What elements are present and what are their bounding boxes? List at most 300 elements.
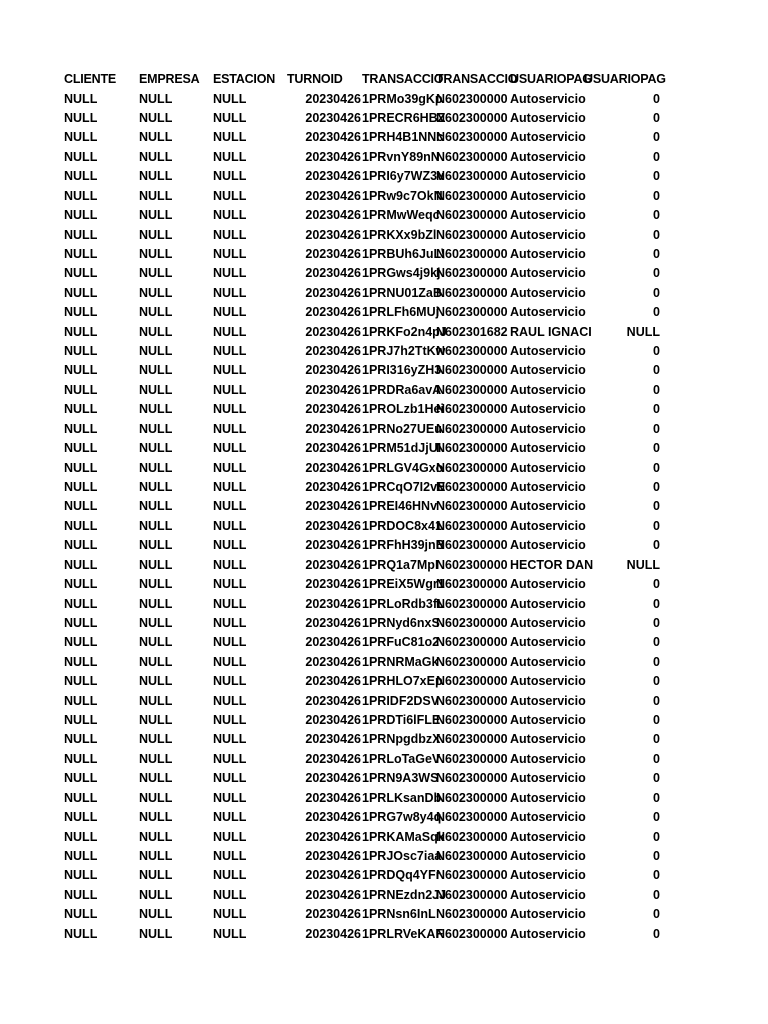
cell-usuariopago-1[interactable]: Autoservicio [510, 208, 586, 223]
cell-turnoid[interactable]: 20230426 [305, 246, 361, 261]
cell-transaccion-2[interactable]: N602300000 [436, 538, 508, 553]
cell-usuariopago-2[interactable]: 0 [653, 596, 660, 611]
cell-empresa[interactable]: NULL [139, 829, 173, 844]
cell-cliente[interactable]: NULL [64, 790, 98, 805]
cell-turnoid[interactable]: 20230426 [305, 480, 361, 494]
cell-turnoid[interactable]: 20230426 [305, 615, 361, 630]
cell-empresa[interactable]: NULL [139, 635, 173, 650]
cell-transaccion-2[interactable]: N602300000 [436, 615, 508, 630]
cell-estacion[interactable]: NULL [213, 111, 247, 126]
cell-usuariopago-2[interactable]: 0 [653, 577, 660, 592]
cell-usuariopago-1[interactable]: Autoservicio [510, 111, 586, 126]
cell-empresa[interactable]: NULL [139, 848, 173, 863]
cell-usuariopago-1[interactable]: Autoservicio [510, 693, 586, 708]
cell-estacion[interactable]: NULL [213, 771, 247, 786]
cell-cliente[interactable]: NULL [64, 926, 98, 941]
cell-cliente[interactable]: NULL [64, 402, 98, 417]
cell-estacion[interactable]: NULL [213, 305, 247, 320]
cell-estacion[interactable]: NULL [213, 266, 247, 281]
cell-usuariopago-1[interactable]: Autoservicio [510, 363, 586, 378]
cell-transaccion-1[interactable]: 1PRLFh6MUj [362, 305, 440, 320]
cell-empresa[interactable]: NULL [139, 480, 173, 494]
cell-usuariopago-1[interactable]: Autoservicio [510, 460, 586, 475]
cell-cliente[interactable]: NULL [64, 635, 98, 650]
cell-transaccion-2[interactable]: N602300000 [436, 344, 508, 359]
cell-transaccion-1[interactable]: 1PRNU01ZaB [362, 285, 442, 300]
cell-turnoid[interactable]: 20230426 [305, 363, 361, 378]
cell-estacion[interactable]: NULL [213, 887, 247, 902]
cell-transaccion-1[interactable]: 1PRG7w8y4q [362, 810, 442, 825]
cell-transaccion-1[interactable]: 1PROLzb1Hei [362, 402, 444, 417]
cell-usuariopago-2[interactable]: 0 [653, 402, 660, 417]
cell-empresa[interactable]: NULL [139, 674, 173, 689]
cell-cliente[interactable]: NULL [64, 732, 98, 747]
cell-turnoid[interactable]: 20230426 [305, 149, 361, 164]
cell-usuariopago-1[interactable]: Autoservicio [510, 538, 586, 553]
cell-usuariopago-2[interactable]: 0 [653, 713, 660, 728]
cell-usuariopago-2[interactable]: 0 [653, 305, 660, 320]
cell-transaccion-1[interactable]: 1PRGws4j9kj [362, 266, 441, 281]
cell-turnoid[interactable]: 20230426 [305, 344, 361, 359]
cell-empresa[interactable]: NULL [139, 926, 173, 941]
cell-usuariopago-2[interactable]: 0 [653, 518, 660, 533]
cell-usuariopago-2[interactable]: 0 [653, 149, 660, 164]
cell-transaccion-1[interactable]: 1PRJOsc7iaa [362, 848, 442, 863]
cell-usuariopago-1[interactable]: Autoservicio [510, 732, 586, 747]
cell-empresa[interactable]: NULL [139, 208, 173, 223]
cell-turnoid[interactable]: 20230426 [305, 751, 361, 766]
cell-usuariopago-2[interactable]: 0 [653, 130, 660, 145]
cell-usuariopago-2[interactable]: 0 [653, 169, 660, 184]
cell-usuariopago-2[interactable]: 0 [653, 382, 660, 397]
cell-estacion[interactable]: NULL [213, 790, 247, 805]
cell-estacion[interactable]: NULL [213, 693, 247, 708]
cell-transaccion-1[interactable]: 1PRCqO7I2vE [362, 480, 446, 494]
cell-transaccion-1[interactable]: 1PRNpgdbzX [362, 732, 441, 747]
cell-transaccion-1[interactable]: 1PRLoTaGeV [362, 751, 441, 766]
cell-estacion[interactable]: NULL [213, 829, 247, 844]
cell-turnoid[interactable]: 20230426 [305, 829, 361, 844]
cell-turnoid[interactable]: 20230426 [305, 188, 361, 203]
cell-transaccion-2[interactable]: N602300000 [436, 130, 508, 145]
cell-cliente[interactable]: NULL [64, 421, 98, 436]
cell-empresa[interactable]: NULL [139, 441, 173, 456]
cell-usuariopago-1[interactable]: Autoservicio [510, 829, 586, 844]
cell-usuariopago-1[interactable]: Autoservicio [510, 926, 586, 941]
cell-transaccion-2[interactable]: N602300000 [436, 441, 508, 456]
cell-estacion[interactable]: NULL [213, 674, 247, 689]
cell-transaccion-2[interactable]: N602300000 [436, 169, 508, 184]
cell-turnoid[interactable]: 20230426 [305, 868, 361, 883]
cell-transaccion-1[interactable]: 1PREiX5Wgr1 [362, 577, 445, 592]
cell-cliente[interactable]: NULL [64, 868, 98, 883]
cell-empresa[interactable]: NULL [139, 285, 173, 300]
cell-usuariopago-1[interactable]: Autoservicio [510, 344, 586, 359]
cell-transaccion-1[interactable]: 1PRFhH39jnB [362, 538, 445, 553]
cell-cliente[interactable]: NULL [64, 266, 98, 281]
cell-usuariopago-2[interactable]: 0 [653, 635, 660, 650]
cell-usuariopago-2[interactable]: 0 [653, 246, 660, 261]
cell-transaccion-2[interactable]: N602300000 [436, 208, 508, 223]
cell-transaccion-1[interactable]: 1PRLRVeKAF [362, 926, 444, 941]
cell-estacion[interactable]: NULL [213, 208, 247, 223]
cell-transaccion-1[interactable]: 1PRKAMaSqk [362, 829, 445, 844]
cell-turnoid[interactable]: 20230426 [305, 810, 361, 825]
cell-transaccion-1[interactable]: 1PRFuC81o2 [362, 635, 440, 650]
cell-empresa[interactable]: NULL [139, 169, 173, 184]
cell-usuariopago-2[interactable]: 0 [653, 674, 660, 689]
cell-usuariopago-2[interactable]: 0 [653, 91, 660, 106]
cell-usuariopago-1[interactable]: HECTOR DAN [510, 557, 594, 572]
cell-estacion[interactable]: NULL [213, 751, 247, 766]
cell-transaccion-2[interactable]: N602300000 [436, 266, 508, 281]
cell-estacion[interactable]: NULL [213, 615, 247, 630]
cell-transaccion-2[interactable]: N602300000 [436, 887, 508, 902]
cell-empresa[interactable]: NULL [139, 130, 173, 145]
cell-usuariopago-1[interactable]: Autoservicio [510, 266, 586, 281]
cell-estacion[interactable]: NULL [213, 344, 247, 359]
cell-usuariopago-1[interactable]: Autoservicio [510, 596, 586, 611]
cell-empresa[interactable]: NULL [139, 810, 173, 825]
cell-transaccion-2[interactable]: N602300000 [436, 518, 508, 533]
cell-turnoid[interactable]: 20230426 [305, 402, 361, 417]
cell-transaccion-2[interactable]: N602300000 [436, 91, 508, 106]
cell-cliente[interactable]: NULL [64, 829, 98, 844]
cell-cliente[interactable]: NULL [64, 246, 98, 261]
cell-turnoid[interactable]: 20230426 [305, 596, 361, 611]
cell-transaccion-1[interactable]: 1PRH4B1NNc [362, 130, 444, 145]
cell-estacion[interactable]: NULL [213, 227, 247, 242]
cell-estacion[interactable]: NULL [213, 130, 247, 145]
cell-usuariopago-1[interactable]: Autoservicio [510, 518, 586, 533]
cell-transaccion-1[interactable]: 1PRMo39gKp [362, 91, 443, 106]
cell-turnoid[interactable]: 20230426 [305, 732, 361, 747]
cell-usuariopago-2[interactable]: 0 [653, 480, 660, 494]
cell-transaccion-2[interactable]: N602300000 [436, 285, 508, 300]
cell-transaccion-2[interactable]: N602300000 [436, 402, 508, 417]
header-cliente[interactable]: CLIENTE [64, 72, 117, 86]
header-turnoid[interactable]: TURNOID [287, 72, 343, 86]
cell-usuariopago-1[interactable]: Autoservicio [510, 674, 586, 689]
cell-cliente[interactable]: NULL [64, 111, 98, 126]
cell-transaccion-2[interactable]: N602300000 [436, 732, 508, 747]
cell-turnoid[interactable]: 20230426 [305, 421, 361, 436]
cell-usuariopago-1[interactable]: Autoservicio [510, 499, 586, 514]
cell-estacion[interactable]: NULL [213, 421, 247, 436]
cell-usuariopago-1[interactable]: Autoservicio [510, 907, 586, 922]
cell-usuariopago-2[interactable]: 0 [653, 732, 660, 747]
cell-estacion[interactable]: NULL [213, 460, 247, 475]
cell-transaccion-1[interactable]: 1PRECR6HBZ [362, 111, 446, 126]
cell-usuariopago-2[interactable]: 0 [653, 499, 660, 514]
cell-usuariopago-1[interactable]: Autoservicio [510, 771, 586, 786]
cell-cliente[interactable]: NULL [64, 596, 98, 611]
cell-cliente[interactable]: NULL [64, 130, 98, 145]
cell-cliente[interactable]: NULL [64, 227, 98, 242]
cell-usuariopago-2[interactable]: 0 [653, 441, 660, 456]
header-estacion[interactable]: ESTACION [213, 72, 276, 86]
cell-usuariopago-2[interactable]: 0 [653, 460, 660, 475]
cell-empresa[interactable]: NULL [139, 499, 173, 514]
cell-transaccion-1[interactable]: 1PRQ1a7MpI [362, 557, 439, 572]
cell-empresa[interactable]: NULL [139, 557, 173, 572]
cell-cliente[interactable]: NULL [64, 208, 98, 223]
cell-empresa[interactable]: NULL [139, 91, 173, 106]
cell-transaccion-2[interactable]: N602301682 [436, 324, 508, 339]
cell-transaccion-1[interactable]: 1PRDRa6avA [362, 382, 442, 397]
cell-estacion[interactable]: NULL [213, 907, 247, 922]
cell-usuariopago-2[interactable]: NULL [626, 557, 660, 572]
cell-transaccion-2[interactable]: N602300000 [436, 596, 508, 611]
cell-usuariopago-1[interactable]: Autoservicio [510, 421, 586, 436]
cell-estacion[interactable]: NULL [213, 169, 247, 184]
cell-usuariopago-2[interactable]: 0 [653, 188, 660, 203]
cell-turnoid[interactable]: 20230426 [305, 285, 361, 300]
cell-transaccion-2[interactable]: N602300000 [436, 149, 508, 164]
cell-cliente[interactable]: NULL [64, 615, 98, 630]
cell-empresa[interactable]: NULL [139, 771, 173, 786]
cell-empresa[interactable]: NULL [139, 402, 173, 417]
cell-transaccion-1[interactable]: 1PRw9c7OkN [362, 188, 443, 203]
cell-usuariopago-2[interactable]: 0 [653, 868, 660, 883]
cell-turnoid[interactable]: 20230426 [305, 499, 361, 514]
cell-transaccion-2[interactable]: N602300000 [436, 810, 508, 825]
cell-usuariopago-2[interactable]: 0 [653, 693, 660, 708]
header-usuariopago-2[interactable]: USUARIOPAG [584, 72, 666, 86]
cell-estacion[interactable]: NULL [213, 557, 247, 572]
cell-usuariopago-2[interactable]: 0 [653, 751, 660, 766]
cell-estacion[interactable]: NULL [213, 538, 247, 553]
cell-empresa[interactable]: NULL [139, 188, 173, 203]
cell-cliente[interactable]: NULL [64, 460, 98, 475]
cell-cliente[interactable]: NULL [64, 751, 98, 766]
cell-turnoid[interactable]: 20230426 [305, 848, 361, 863]
cell-cliente[interactable]: NULL [64, 382, 98, 397]
cell-usuariopago-2[interactable]: 0 [653, 421, 660, 436]
cell-estacion[interactable]: NULL [213, 577, 247, 592]
cell-empresa[interactable]: NULL [139, 421, 173, 436]
cell-empresa[interactable]: NULL [139, 460, 173, 475]
cell-transaccion-1[interactable]: 1PRNo27UEu [362, 421, 442, 436]
cell-empresa[interactable]: NULL [139, 596, 173, 611]
cell-cliente[interactable]: NULL [64, 674, 98, 689]
cell-transaccion-2[interactable]: N602300000 [436, 188, 508, 203]
cell-empresa[interactable]: NULL [139, 732, 173, 747]
cell-transaccion-1[interactable]: 1PRDOC8x41 [362, 518, 442, 533]
cell-transaccion-1[interactable]: 1PRI6y7WZ3v [362, 169, 444, 184]
cell-usuariopago-1[interactable]: Autoservicio [510, 810, 586, 825]
cell-transaccion-2[interactable]: N602300000 [436, 907, 508, 922]
cell-usuariopago-1[interactable]: Autoservicio [510, 887, 586, 902]
cell-usuariopago-2[interactable]: 0 [653, 790, 660, 805]
cell-transaccion-1[interactable]: 1PRDQq4YFr [362, 868, 441, 883]
cell-estacion[interactable]: NULL [213, 363, 247, 378]
cell-usuariopago-2[interactable]: 0 [653, 344, 660, 359]
cell-transaccion-2[interactable]: N602300000 [436, 246, 508, 261]
cell-estacion[interactable]: NULL [213, 926, 247, 941]
cell-transaccion-2[interactable]: N602300000 [436, 713, 508, 728]
cell-cliente[interactable]: NULL [64, 91, 98, 106]
cell-estacion[interactable]: NULL [213, 324, 247, 339]
cell-transaccion-1[interactable]: 1PRLKsanDb [362, 790, 442, 805]
cell-transaccion-2[interactable]: N602300000 [436, 674, 508, 689]
cell-transaccion-1[interactable]: 1PRLoRdb3fL [362, 596, 445, 611]
cell-usuariopago-1[interactable]: Autoservicio [510, 285, 586, 300]
cell-turnoid[interactable]: 20230426 [305, 713, 361, 728]
cell-estacion[interactable]: NULL [213, 382, 247, 397]
cell-transaccion-2[interactable]: N602300000 [436, 460, 508, 475]
cell-turnoid[interactable]: 20230426 [305, 635, 361, 650]
cell-usuariopago-2[interactable]: 0 [653, 810, 660, 825]
cell-transaccion-2[interactable]: N602300000 [436, 926, 508, 941]
cell-cliente[interactable]: NULL [64, 188, 98, 203]
cell-usuariopago-1[interactable]: Autoservicio [510, 480, 586, 494]
cell-empresa[interactable]: NULL [139, 790, 173, 805]
cell-usuariopago-2[interactable]: 0 [653, 829, 660, 844]
cell-empresa[interactable]: NULL [139, 246, 173, 261]
cell-cliente[interactable]: NULL [64, 771, 98, 786]
cell-empresa[interactable]: NULL [139, 266, 173, 281]
cell-estacion[interactable]: NULL [213, 518, 247, 533]
cell-estacion[interactable]: NULL [213, 868, 247, 883]
cell-transaccion-2[interactable]: N602300000 [436, 635, 508, 650]
cell-usuariopago-2[interactable]: 0 [653, 926, 660, 941]
header-usuariopago-1[interactable]: USUARIOPAG [510, 72, 592, 86]
cell-transaccion-2[interactable]: N602300000 [436, 751, 508, 766]
cell-transaccion-1[interactable]: 1PRNsn6InL [362, 907, 436, 922]
cell-usuariopago-2[interactable]: 0 [653, 266, 660, 281]
cell-turnoid[interactable]: 20230426 [305, 324, 361, 339]
cell-transaccion-1[interactable]: 1PRMwWeqc [362, 208, 440, 223]
header-transaccion-2[interactable]: TRANSACCIO [436, 72, 518, 86]
cell-empresa[interactable]: NULL [139, 887, 173, 902]
cell-estacion[interactable]: NULL [213, 480, 247, 494]
cell-usuariopago-1[interactable]: Autoservicio [510, 635, 586, 650]
cell-empresa[interactable]: NULL [139, 111, 173, 126]
cell-cliente[interactable]: NULL [64, 810, 98, 825]
cell-empresa[interactable]: NULL [139, 305, 173, 320]
cell-usuariopago-1[interactable]: Autoservicio [510, 227, 586, 242]
cell-turnoid[interactable]: 20230426 [305, 654, 361, 669]
cell-usuariopago-2[interactable]: 0 [653, 848, 660, 863]
cell-usuariopago-2[interactable]: 0 [653, 907, 660, 922]
cell-estacion[interactable]: NULL [213, 246, 247, 261]
cell-empresa[interactable]: NULL [139, 538, 173, 553]
cell-estacion[interactable]: NULL [213, 188, 247, 203]
cell-turnoid[interactable]: 20230426 [305, 518, 361, 533]
cell-transaccion-2[interactable]: N602300000 [436, 868, 508, 883]
cell-turnoid[interactable]: 20230426 [305, 557, 361, 572]
cell-cliente[interactable]: NULL [64, 441, 98, 456]
cell-turnoid[interactable]: 20230426 [305, 907, 361, 922]
cell-transaccion-1[interactable]: 1PRIDF2DSV [362, 693, 440, 708]
cell-usuariopago-1[interactable]: Autoservicio [510, 91, 586, 106]
cell-usuariopago-1[interactable]: Autoservicio [510, 713, 586, 728]
cell-turnoid[interactable]: 20230426 [305, 577, 361, 592]
cell-transaccion-1[interactable]: 1PRNRMaGk [362, 654, 439, 669]
cell-estacion[interactable]: NULL [213, 810, 247, 825]
cell-estacion[interactable]: NULL [213, 499, 247, 514]
cell-cliente[interactable]: NULL [64, 344, 98, 359]
cell-transaccion-2[interactable]: N602300000 [436, 848, 508, 863]
cell-empresa[interactable]: NULL [139, 577, 173, 592]
cell-usuariopago-2[interactable]: 0 [653, 363, 660, 378]
cell-cliente[interactable]: NULL [64, 169, 98, 184]
cell-cliente[interactable]: NULL [64, 363, 98, 378]
cell-estacion[interactable]: NULL [213, 732, 247, 747]
cell-usuariopago-2[interactable]: 0 [653, 111, 660, 126]
cell-usuariopago-1[interactable]: Autoservicio [510, 305, 586, 320]
cell-cliente[interactable]: NULL [64, 285, 98, 300]
cell-empresa[interactable]: NULL [139, 227, 173, 242]
cell-turnoid[interactable]: 20230426 [305, 926, 361, 941]
cell-usuariopago-1[interactable]: Autoservicio [510, 751, 586, 766]
cell-turnoid[interactable]: 20230426 [305, 790, 361, 805]
header-transaccion-1[interactable]: TRANSACCIO [362, 72, 444, 86]
cell-transaccion-1[interactable]: 1PRJ7h2TtKw [362, 344, 446, 359]
cell-usuariopago-1[interactable]: Autoservicio [510, 577, 586, 592]
cell-usuariopago-2[interactable]: 0 [653, 227, 660, 242]
cell-empresa[interactable]: NULL [139, 615, 173, 630]
cell-usuariopago-1[interactable]: Autoservicio [510, 130, 586, 145]
cell-transaccion-1[interactable]: 1PRBUh6JuL\ [362, 246, 445, 261]
cell-empresa[interactable]: NULL [139, 324, 173, 339]
cell-transaccion-2[interactable]: N602300000 [436, 305, 508, 320]
cell-cliente[interactable]: NULL [64, 480, 98, 494]
cell-cliente[interactable]: NULL [64, 149, 98, 164]
cell-usuariopago-1[interactable]: Autoservicio [510, 188, 586, 203]
cell-transaccion-1[interactable]: 1PRKXx9bZl [362, 227, 437, 242]
cell-cliente[interactable]: NULL [64, 324, 98, 339]
cell-estacion[interactable]: NULL [213, 713, 247, 728]
cell-usuariopago-1[interactable]: Autoservicio [510, 149, 586, 164]
cell-turnoid[interactable]: 20230426 [305, 91, 361, 106]
cell-empresa[interactable]: NULL [139, 518, 173, 533]
cell-cliente[interactable]: NULL [64, 887, 98, 902]
cell-turnoid[interactable]: 20230426 [305, 382, 361, 397]
cell-usuariopago-1[interactable]: Autoservicio [510, 169, 586, 184]
cell-transaccion-2[interactable]: N602300000 [436, 480, 508, 494]
cell-empresa[interactable]: NULL [139, 654, 173, 669]
cell-turnoid[interactable]: 20230426 [305, 130, 361, 145]
cell-transaccion-2[interactable]: N602300000 [436, 654, 508, 669]
cell-estacion[interactable]: NULL [213, 596, 247, 611]
cell-usuariopago-2[interactable]: 0 [653, 887, 660, 902]
cell-transaccion-1[interactable]: 1PRvnY89nN [362, 149, 440, 164]
cell-transaccion-1[interactable]: 1PRNyd6nxS [362, 615, 440, 630]
cell-transaccion-1[interactable]: 1PRKFo2n4pJ [362, 324, 447, 339]
cell-empresa[interactable]: NULL [139, 868, 173, 883]
cell-usuariopago-1[interactable]: Autoservicio [510, 654, 586, 669]
cell-turnoid[interactable]: 20230426 [305, 305, 361, 320]
cell-cliente[interactable]: NULL [64, 577, 98, 592]
cell-transaccion-1[interactable]: 1PRM51dJjUI [362, 441, 442, 456]
cell-transaccion-2[interactable]: N602300000 [436, 790, 508, 805]
cell-transaccion-2[interactable]: N602300000 [436, 829, 508, 844]
cell-usuariopago-1[interactable]: Autoservicio [510, 868, 586, 883]
cell-estacion[interactable]: NULL [213, 91, 247, 106]
cell-usuariopago-1[interactable]: Autoservicio [510, 848, 586, 863]
cell-usuariopago-2[interactable]: 0 [653, 208, 660, 223]
cell-transaccion-2[interactable]: N602300000 [436, 363, 508, 378]
cell-cliente[interactable]: NULL [64, 305, 98, 320]
cell-usuariopago-2[interactable]: NULL [626, 324, 660, 339]
cell-cliente[interactable]: NULL [64, 907, 98, 922]
cell-empresa[interactable]: NULL [139, 149, 173, 164]
cell-turnoid[interactable]: 20230426 [305, 693, 361, 708]
cell-cliente[interactable]: NULL [64, 693, 98, 708]
cell-usuariopago-2[interactable]: 0 [653, 771, 660, 786]
